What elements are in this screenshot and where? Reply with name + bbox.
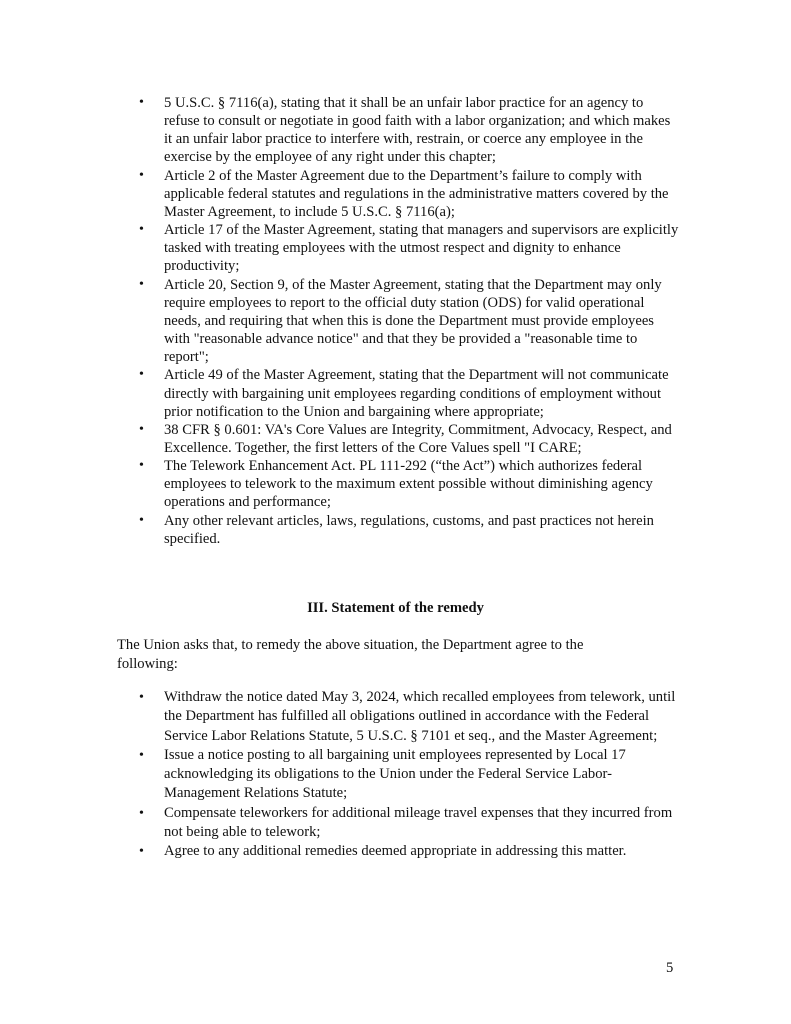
- page-number: 5: [666, 960, 674, 976]
- bullet-icon: •: [139, 458, 144, 474]
- list-item-text: 5 U.S.C. § 7116(a), stating that it shall be an unfair labor practice for an agency to refuse to consult or negotiate in good faith with a labor organization; and which makes it an unfair labor practice to interfere with, restrain, or coerce any employee in the exercise by the employee of any right under this chapter;: [164, 95, 671, 166]
- list-item-text: Any other relevant articles, laws, regulations, customs, and past practices not herein specified.: [164, 512, 654, 547]
- list-item-text: Agree to any additional remedies deemed appropriate in addressing this matter.: [164, 843, 627, 860]
- list-item-text: Compensate teleworkers for additional mileage travel expenses that they incurred from not being able to telework;: [164, 804, 673, 841]
- list-item: [139, 94, 679, 167]
- list-item: [139, 421, 679, 457]
- bullet-icon: •: [139, 421, 144, 437]
- section-heading: III. Statement of the remedy: [307, 600, 484, 616]
- list-item: [139, 457, 679, 511]
- list-item-text: Article 17 of the Master Agreement, stating that managers and supervisors are explicitly tasked with treating employees with the utmost respect and dignity to enhance productivity;: [164, 222, 679, 275]
- list-item: [139, 688, 679, 746]
- list-item: [139, 366, 679, 420]
- bullet-icon: •: [139, 690, 144, 705]
- list-item-text: Article 49 of the Master Agreement, stating that the Department will not communicate directly with bargaining unit employees regarding conditions of employment without prior notification to the Union and bargaining where appropriate;: [164, 367, 669, 420]
- list-item: [139, 512, 679, 548]
- list-item: [139, 842, 679, 861]
- list-item-text: The Telework Enhancement Act. PL 111-292 (“the Act”) which authorizes federal employees to telework to the maximum extent possible without diminishing agency operations and performance;: [164, 458, 653, 511]
- list-item: [139, 167, 679, 221]
- list-item-text: Article 2 of the Master Agreement due to the Department’s failure to comply with applicable federal statutes and regulations in the administrative matters covered by the Master Agreement, to include 5 U.S.C. § 7116(a);: [164, 167, 669, 220]
- bullet-icon: •: [139, 805, 144, 821]
- bullet-icon: •: [139, 167, 144, 183]
- intro-paragraph: The Union asks that, to remedy the above situation, the Department agree to the following:: [117, 637, 584, 672]
- list-item: [139, 804, 679, 843]
- bullet-icon: •: [139, 367, 144, 383]
- bullet-icon: •: [139, 276, 144, 292]
- violations-bullet-list: [139, 94, 679, 548]
- list-item-text: Withdraw the notice dated May 3, 2024, which recalled employees from telework, until the Department has fulfilled all obligations outlined in accordance with the Federal Service Labor Relations Statute, 5 U.S.C. § 7101 et seq., and the Master Agreement;: [164, 689, 676, 744]
- list-item-text: Issue a notice posting to all bargaining unit employees represented by Local 17 acknowledging its obligations to the Union under the Federal Service Labor-Management Relations Statute;: [164, 746, 626, 802]
- list-item: [139, 221, 679, 275]
- list-item-text: Article 20, Section 9, of the Master Agreement, stating that the Department may only require employees to report to the official duty station (ODS) for valid operational needs, and requiring that when this is done the Department must provide employees with "reasonable advance notice" and that they be provided a "reasonable time to report";: [164, 276, 662, 366]
- bullet-icon: •: [139, 844, 144, 860]
- list-item: [139, 276, 679, 367]
- bullet-icon: •: [139, 512, 144, 528]
- list-item-text: 38 CFR § 0.601: VA's Core Values are Integrity, Commitment, Advocacy, Respect, and Excellence. Together, the first letters of the Core Values spell "I CARE;: [164, 421, 672, 456]
- bullet-icon: •: [139, 222, 144, 238]
- list-item: [139, 746, 679, 804]
- bullet-icon: •: [139, 747, 144, 763]
- remedy-bullet-list: [139, 688, 679, 862]
- bullet-icon: •: [139, 95, 144, 110]
